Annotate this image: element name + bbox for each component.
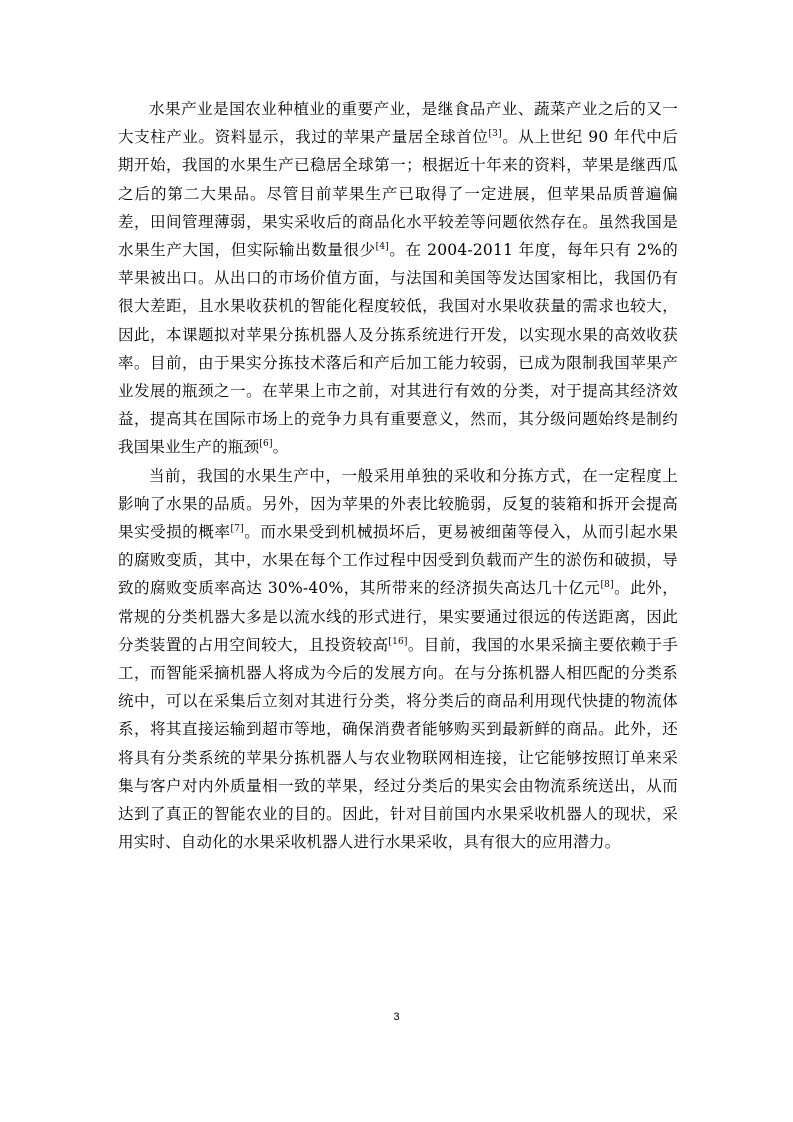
citation-3: [3] — [488, 129, 502, 140]
paragraph-1 — [118, 95, 678, 462]
citation-16: [16] — [388, 636, 408, 647]
citation-7: [7] — [230, 523, 244, 534]
citation-8: [8] — [600, 580, 614, 591]
page-number: 3 — [393, 1011, 400, 1023]
text-segment: 当前，我国的水果生产中，一般采用单独的采收和分拣方式，在一定程度上影响了水果的品质。另外，因为苹果的外表比较脆弱，反复的装箱和拆开会提高果实受损的概率 — [118, 466, 678, 542]
text-segment: 。此外，常规的分类机器大多是以流水线的形式进行，果实要通过很远的传送距离，因此分类装置的占用空间较大，且投资较高 — [118, 579, 678, 654]
text-segment: 。从上世纪 90 年代中后期开始，我国的水果生产已稳居全球第一；根据近十年来的资料，苹果是继西瓜之后的第二大果品。尽管目前苹果生产已取得了一定进展，但苹果品质普遍偏差，田间管理薄弱，果实采收后的商品化水平较差等问题依然存在。虽然我国是水果生产大国，但实际输出数量很少 — [118, 128, 678, 260]
citation-6: [6] — [259, 439, 273, 450]
citation-4: [4] — [375, 241, 390, 252]
text-segment: 。在 2004-2011 年度，每年只有 2%的苹果被出口。从出口的市场价值方面，与法国和美国等发达国家相比，我国仍有很大差距，且水果收获机的智能化程度较低，我国对水果收获量的需求也较大，因此，本课题拟对苹果分拣机器人及分拣系统进行开发，以实现水果的高效收获率。目前，由于果实分拣技术落后和产后加工能力较弱，已成为限制我国苹果产业发展的瓶颈之一。在苹果上市之前，对其进行有效的分类，对于提高其经济效益，提高其在国际市场上的竞争力具有重要意义，然而，其分级问题始终是制约我国果业生产的瓶颈 — [118, 241, 678, 457]
text-segment: 。目前，我国的水果采摘主要依赖于手工，而智能采摘机器人将成为今后的发展方向。在与分拣机器人相匹配的分类系统中，可以在采集后立刻对其进行分类，将分类后的商品利用现代快捷的物流体系，将其直接运输到超市等地，确保消费者能够购买到最新鲜的商品。此外，还将具有分类系统的苹果分拣机器人与农业物联网相连接，让它能够按照订单来采集与客户对内外质量相一致的苹果，经过分类后的果实会由物流系统送出，从而达到了真正的智能农业的目的。因此，针对目前国内水果采收机器人的现状，采用实时、自动化的水果采收机器人进行水果采收，具有很大的应用潜力。 — [118, 635, 678, 852]
text-segment: 水果产业是国农业种植业的重要产业，是继食品产业、蔬菜产业之后的又一大支柱产业。资料显示，我过的苹果产量居全球首位 — [118, 100, 678, 147]
body-text — [118, 95, 678, 856]
paragraph-2 — [118, 462, 678, 857]
text-segment: 。 — [272, 438, 289, 457]
text-segment: 。而水果受到机械损坏后，更易被细菌等侵入，从而引起水果的腐败变质，其中，水果在每个工作过程中因受到负载而产生的淤伤和破损，导致的腐败变质率高达 30%-40%，其所带来的经济损失高达几十亿元 — [118, 523, 678, 598]
